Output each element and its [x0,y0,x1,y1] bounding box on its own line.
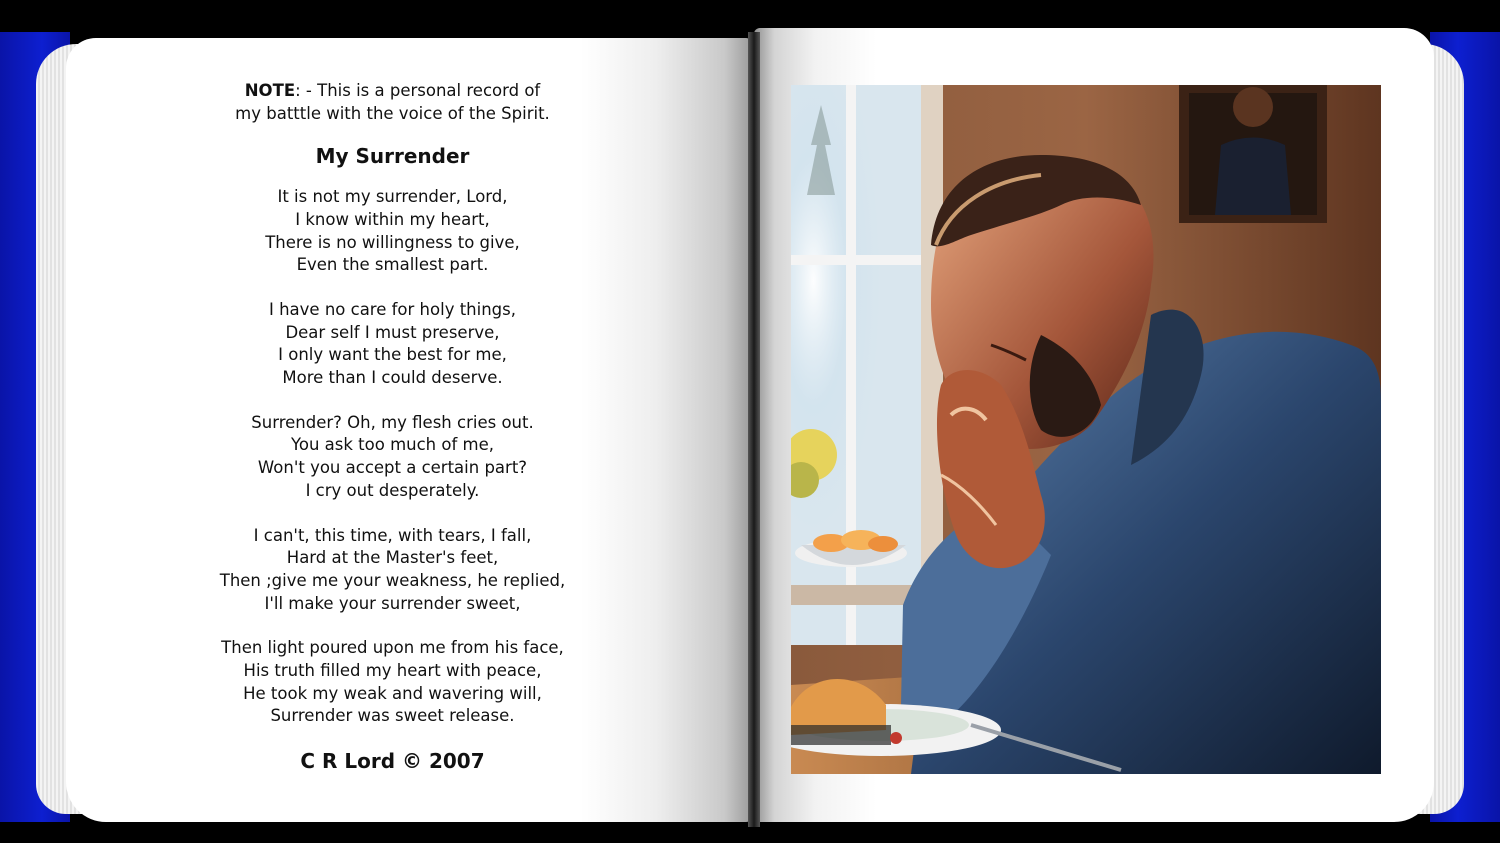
stanza-3 [195,412,590,503]
stanza-1 [195,186,590,277]
poem-line: His truth filled my heart with peace, [243,661,542,681]
poem-line: I cry out desperately. [305,480,480,500]
poem-line: I know within my heart, [295,209,490,229]
poem-line: I can't, this time, with tears, I fall, [253,525,532,545]
stanza-5 [195,637,590,728]
book-spine [748,32,760,827]
poem-line: I'll make your surrender sweet, [264,593,521,613]
poem-line: Surrender? Oh, my flesh cries out. [251,412,534,432]
stanza-2 [195,299,590,390]
poem-line: He took my weak and wavering will, [243,683,542,703]
praying-man-illustration [791,85,1381,774]
poem-line: Won't you accept a certain part? [257,458,528,478]
poem-line: Dear self I must preserve, [285,322,500,342]
poem-line: It is not my surrender, Lord, [277,187,508,207]
poem-line: Then ;give me your weakness, he replied, [219,570,566,590]
note-text-1: : - This is a personal record of [295,81,541,100]
stanza-4 [195,525,590,616]
poem-line: Even the smallest part. [296,255,489,275]
poem-line: Then light poured upon me from his face, [221,638,564,658]
poem-line: Surrender was sweet release. [270,706,515,726]
poem-line: I only want the best for me, [278,345,507,365]
poem-title: My Surrender [315,144,470,169]
note-line-1 [195,80,590,103]
poem-line: More than I could deserve. [282,368,503,388]
author-signature: C R Lord © 2007 [300,749,485,774]
poem-text-block [195,80,590,773]
note-line-2: my batttle with the voice of the Spirit. [235,103,550,123]
note-label: NOTE [244,81,296,100]
poem-line: There is no willingness to give, [265,232,520,252]
poem-line: You ask too much of me, [290,435,495,455]
poem-line: I have no care for holy things, [268,299,516,319]
poem-line: Hard at the Master's feet, [286,548,499,568]
